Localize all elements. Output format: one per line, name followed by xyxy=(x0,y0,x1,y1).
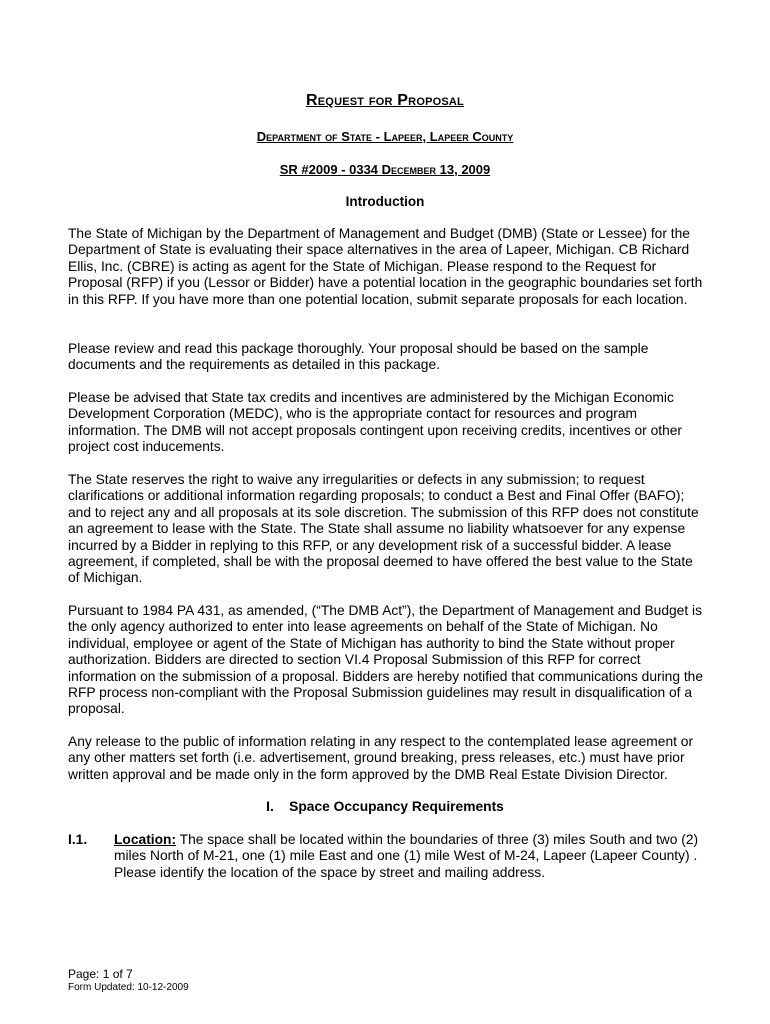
paragraph-tax-credits: Please be advised that State tax credits and incentives are administered by the Michigan Economic Development Corporation (MEDC), who is the appropriate contact for resources and program information. The DMB will not accept proposals contingent upon receiving credits, incentives or other project cost inducements. xyxy=(68,390,683,455)
form-updated: Form Updated: 10-12-2009 xyxy=(68,982,189,993)
paragraph-intro: The State of Michigan by the Department of Management and Budget (DMB) (State or Lessee) for the Department of State is evaluating their space alternatives in the area of Lapeer, Michigan. CB Richard Ellis, Inc. (CBRE) is acting as agent for the State of Michigan. Please respond to the Request for Proposal (RFP) if you (Lessor or Bidder) have a potential location in the geographic boundaries set forth in this RFP. If you have more than one potential location, submit separate proposals for each location. xyxy=(68,226,703,307)
section-heading: I. Space Occupancy Requirements xyxy=(266,799,504,814)
requirement-item xyxy=(68,832,704,881)
item-label: Location: xyxy=(114,832,177,847)
page-footer xyxy=(68,967,189,995)
paragraph-dmb-act: Pursuant to 1984 PA 431, as amended, (“The DMB Act”), the Department of Management and Budget is the only agency authorized to enter into lease agreements on behalf of the State of Michigan. No individual, employee or agent of the State of Michigan has authority to bind the State without proper authorization. Bidders are directed to section VI.4 Proposal Submission of this RFP for correct information on the submission of a proposal. Bidders are hereby notified that communications during the RFP process non-compliant with the Proposal Submission guidelines may result in disqualification of a proposal. xyxy=(68,603,704,717)
page-number: Page: 1 of 7 xyxy=(68,967,133,981)
introduction-heading: Introduction xyxy=(345,194,425,209)
paragraph-review: Please review and read this package thoroughly. Your proposal should be based on the sample documents and the requirements as detailed in this package. xyxy=(68,341,649,373)
paragraph-public-release: Any release to the public of information relating in any respect to the contemplated lease agreement or any other matters set forth (i.e. advertisement, ground breaking, press releases, etc.) must have prior written approval and be made only in the form approved by the DMB Real Estate Division Director. xyxy=(68,734,694,782)
item-text: The space shall be located within the boundaries of three (3) miles South and two (2) miles North of M-21, one (1) mile East and one (1) mile West of M-24, Lapeer (Lapeer County) . Please identify the location of the space by street and mailing address. xyxy=(114,832,699,880)
sr-number-line: SR #2009 - 0334 December 13, 2009 xyxy=(279,162,491,177)
item-number: I.1. xyxy=(68,832,88,847)
department-line: Department of State - Lapeer, Lapeer County xyxy=(256,129,514,144)
paragraph-reserves: The State reserves the right to waive any irregularities or defects in any submission; to request clarifications or additional information regarding proposals; to conduct a Best and Final Offer (BAFO); and to reject any and all proposals at its sole discretion. The submission of this RFP does not constitute an agreement to lease with the State. The State shall assume no liability whatsoever for any expense incurred by a Bidder in replying to this RFP, or any development risk of a successful bidder. A lease agreement, if completed, shall be with the proposal deemed to have offered the best value to the State of Michigan. xyxy=(68,472,699,586)
document-title: Request for Proposal xyxy=(306,92,464,109)
